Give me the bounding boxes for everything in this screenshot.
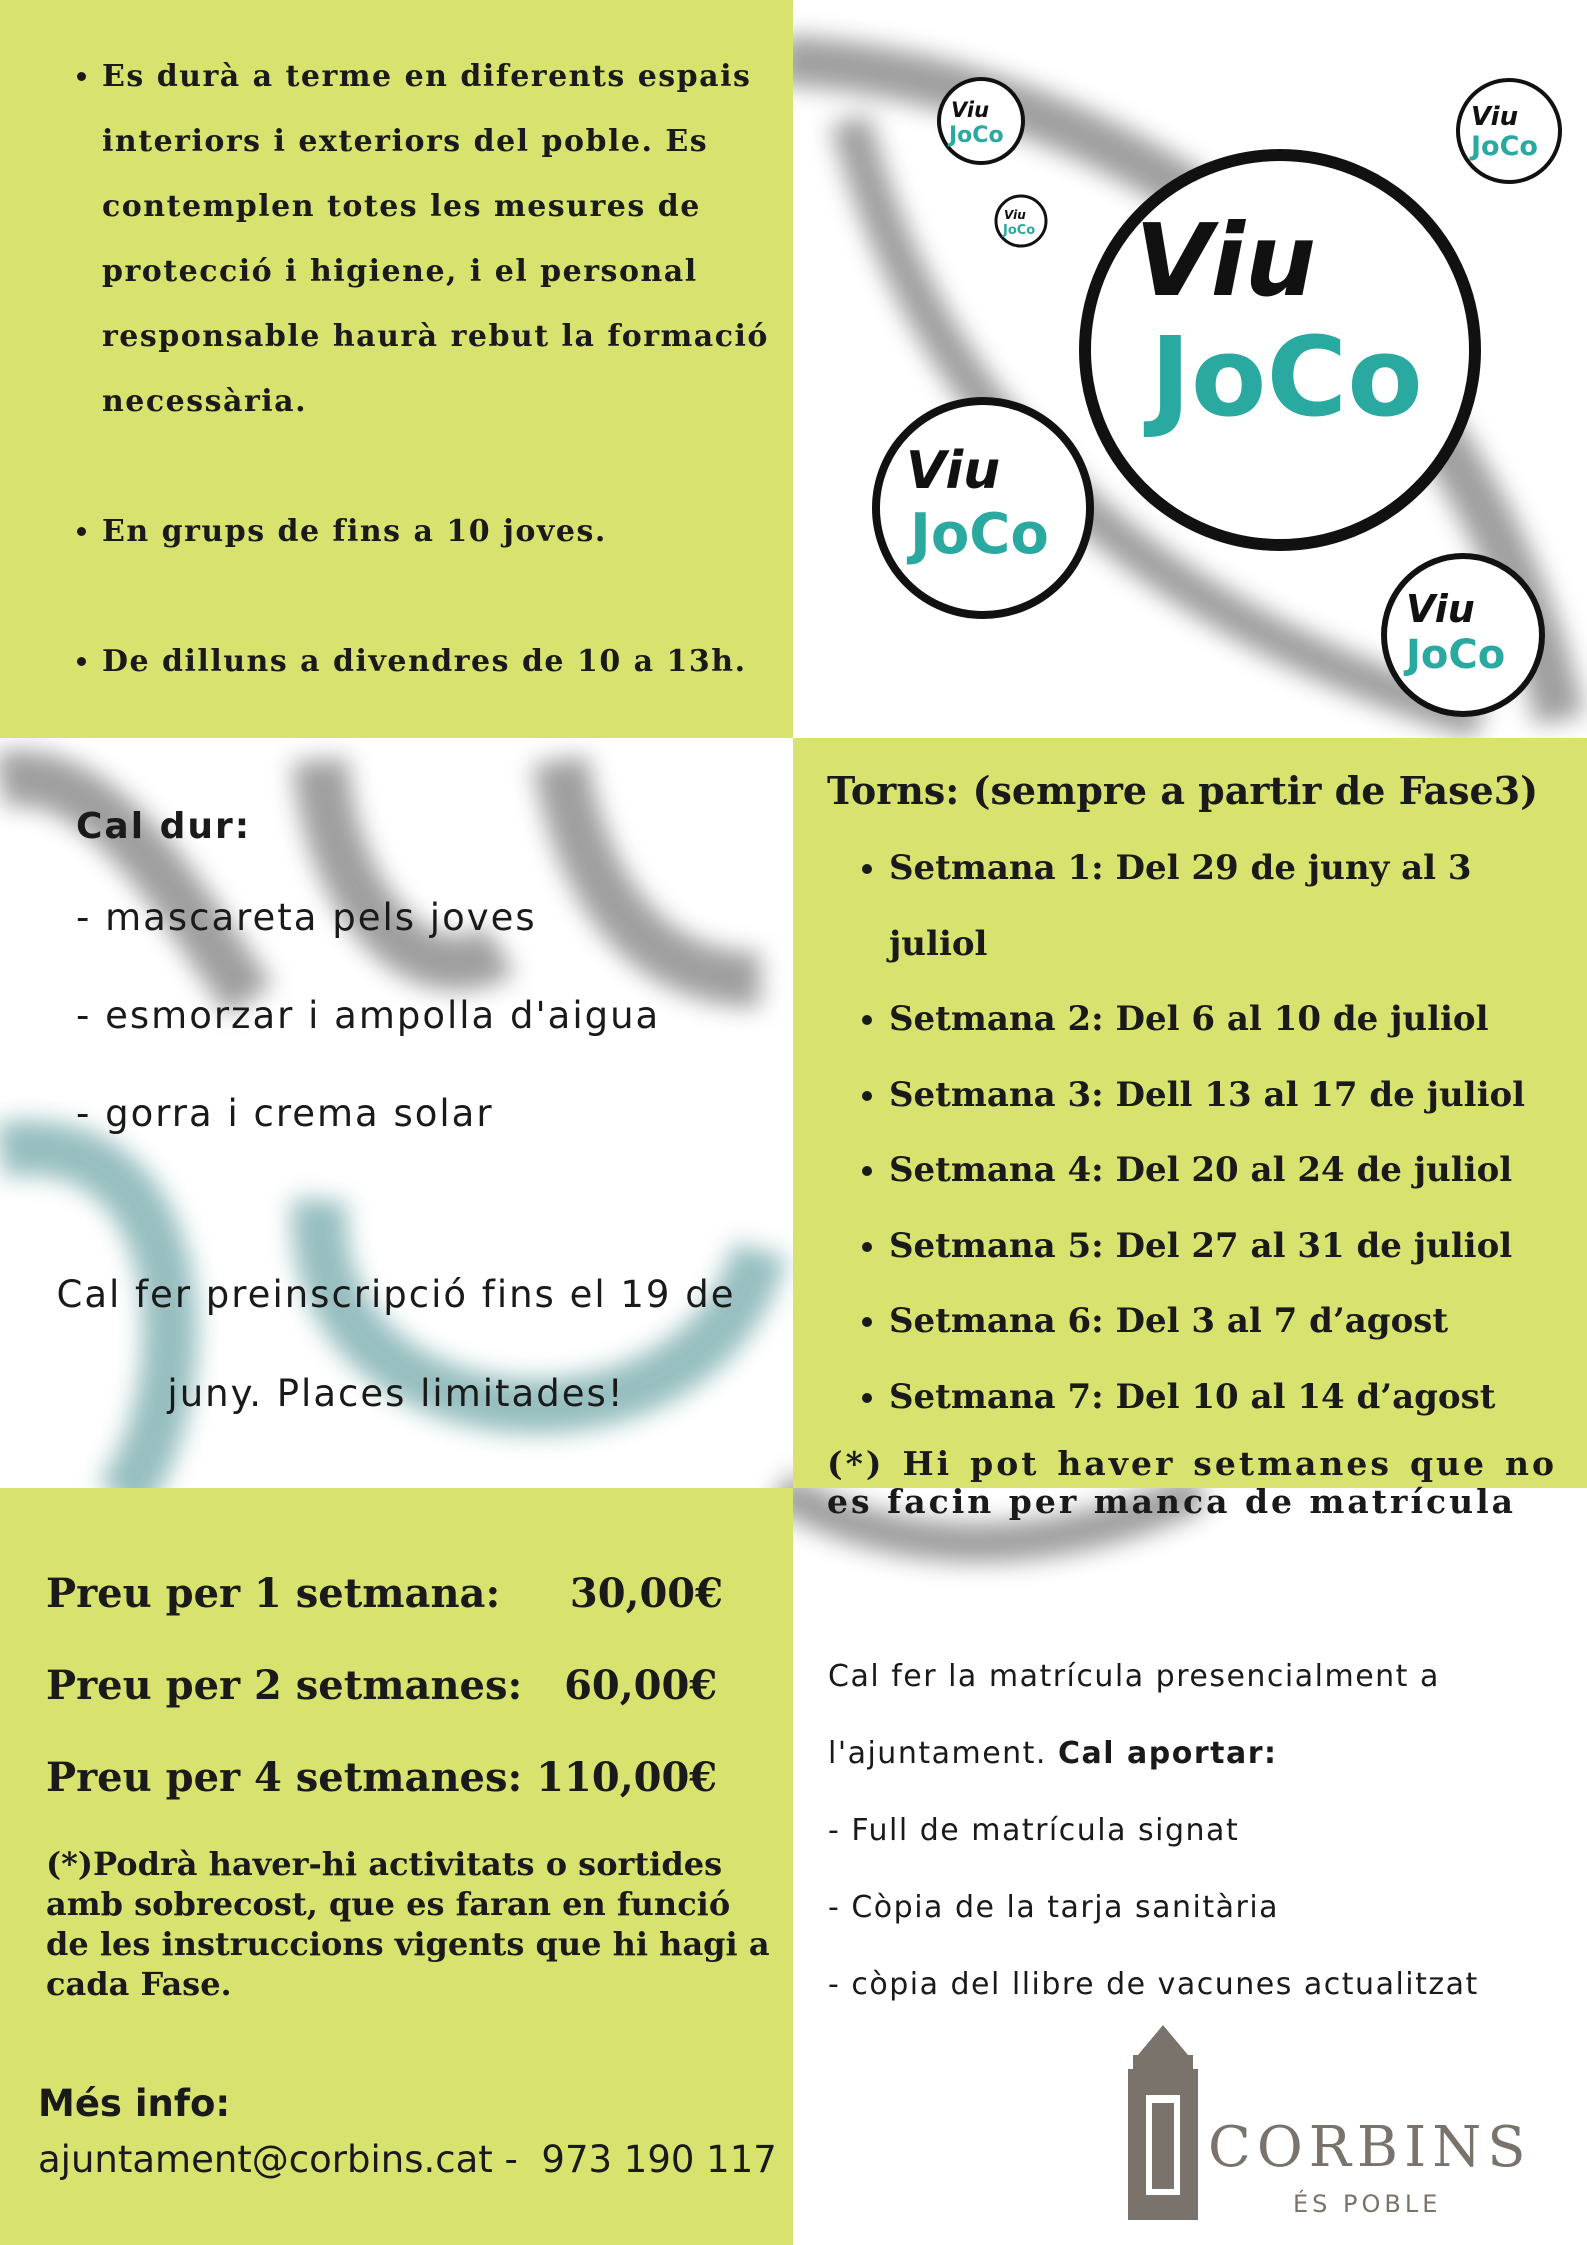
info-list [70, 44, 773, 694]
price-row: Preu per 2 setmanes: 60,00€ [46, 1662, 718, 1709]
week-item: • Setmana 4: Del 20 al 24 de juliol [889, 1133, 1557, 1209]
viu-joco-logo-small-bottom [1378, 550, 1548, 720]
svg-text:JoCo: JoCo [910, 502, 1049, 567]
cal-dur-item: - mascareta pels joves [76, 896, 537, 939]
viu-joco-logo-large [1075, 145, 1485, 555]
viu-joco-logo-medium [868, 393, 1098, 623]
svg-text:JoCo: JoCo [1471, 131, 1538, 162]
matricula-line: Cal fer la matrícula presencialment a [828, 1659, 1440, 1694]
week-item: • Setmana 7: Del 10 al 14 d’agost [889, 1360, 1557, 1436]
week-item: • Setmana 6: Del 3 al 7 d’agost [889, 1284, 1557, 1360]
svg-text:Viu: Viu [1004, 208, 1026, 222]
info-bullet-location: • Es durà a terme en diferents espais interiors i exteriors del poble. Es contemplen totes les mesures de protecció i higiene, i el personal responsable haurà rebut la formació necessària. [102, 44, 773, 434]
corbins-name: CORBINS [1208, 2115, 1532, 2180]
viu-joco-logo-tiny [993, 193, 1049, 249]
week-item: • Setmana 3: Dell 13 al 17 de juliol [889, 1058, 1557, 1134]
torns-note-line: (*) Hi pot haver setmanes que no [827, 1444, 1557, 1483]
cal-dur-item: - gorra i crema solar [76, 1092, 494, 1135]
matricula-item: - Còpia de la tarja sanitària [828, 1890, 1280, 1925]
viu-joco-logo-small-top [935, 75, 1027, 167]
svg-text:Viu: Viu [906, 441, 1001, 501]
svg-text:JoCo: JoCo [1406, 632, 1506, 678]
more-info-title: Més info: [38, 2082, 231, 2125]
week-item: • Setmana 2: Del 6 al 10 de juliol [889, 982, 1557, 1058]
cal-dur-item: - esmorzar i ampolla d'aigua [76, 994, 661, 1037]
cal-dur-title: Cal dur: [76, 806, 252, 847]
preinscription-note: Cal fer preinscripció fins el 19 de juny. Places limitades! [56, 1273, 736, 1415]
prices-panel [0, 1488, 793, 2245]
svg-text:Viu: Viu [1135, 202, 1317, 319]
corbins-logo [1118, 2025, 1558, 2225]
matricula-item: - còpia del llibre de vacunes actualitzat [828, 1967, 1479, 2002]
matricula-item: - Full de matrícula signat [828, 1813, 1240, 1848]
svg-text:JoCo: JoCo [1150, 313, 1423, 441]
torns-title: Torns: (sempre a partir de Fase3) [827, 768, 1539, 813]
torns-list [827, 831, 1557, 1435]
corbins-tagline: ÉS POBLE [1293, 2190, 1442, 2218]
week-item: • Setmana 5: Del 27 al 31 de juliol [889, 1209, 1557, 1285]
torns-note-line: es facin per manca de matrícula [827, 1482, 1516, 1521]
info-bullet-groups: • En grups de fins a 10 joves. [102, 499, 773, 564]
svg-text:Viu: Viu [1406, 587, 1475, 631]
svg-text:Viu: Viu [951, 98, 990, 122]
cal-dur-panel [0, 738, 793, 1488]
more-info-contact[interactable]: ajuntament@corbins.cat - 973 190 117 [38, 2138, 777, 2181]
week-item: • Setmana 1: Del 29 de juny al 3 juliol [889, 831, 1557, 982]
tower-icon [1118, 2025, 1208, 2220]
info-panel [0, 0, 793, 738]
matricula-text: l'ajuntament. [828, 1736, 1059, 1771]
matricula-line [828, 1715, 1567, 1792]
svg-text:JoCo: JoCo [949, 123, 1004, 148]
svg-text:JoCo: JoCo [1003, 223, 1036, 238]
torns-panel [793, 738, 1587, 1521]
price-row: Preu per 1 setmana: 30,00€ [46, 1570, 723, 1617]
price-note: (*)Podrà haver-hi activitats o sortides amb sobrecost, que es faran en funció de les instruccions vigents que hi hagi a cada Fase. [46, 1845, 770, 2003]
svg-text:Viu: Viu [1471, 102, 1519, 132]
info-bullet-schedule: • De dilluns a divendres de 10 a 13h. [102, 629, 773, 694]
viu-joco-logo-small-topright [1453, 75, 1565, 187]
matricula-bold: Cal aportar: [1058, 1736, 1278, 1771]
price-row: Preu per 4 setmanes: 110,00€ [46, 1754, 718, 1801]
